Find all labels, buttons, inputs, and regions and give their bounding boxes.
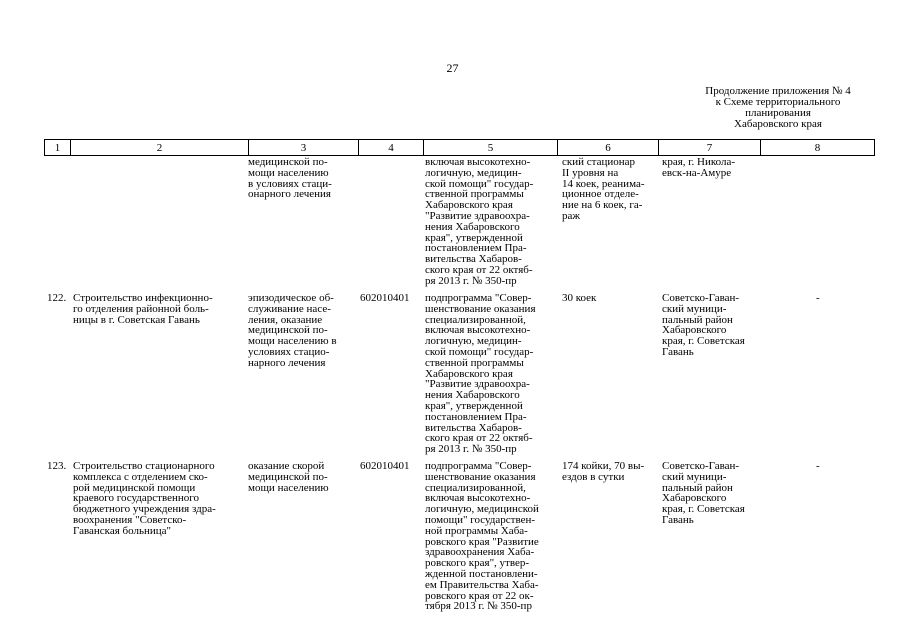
object-name: Строительство стационарного комплекса с отделением ско- рой медицинской помощи краевого государственного бюджетного учреждения здра- воохранения "Советско- Гаванская больница" [73, 460, 216, 537]
object-capacity: 30 коек [562, 292, 597, 304]
page-number: 27 [446, 61, 459, 75]
column-number-header [44, 139, 875, 156]
appendix-note-line: планирования [745, 107, 811, 119]
appendix-note-line: Продолжение приложения № 4 [705, 85, 851, 97]
continuation-program: включая высокотехно- логичную, медицин- ской помощи" государ- ственной программы Хабаровского края "Развитие здравоохра- нения Хабаровского края", утвержденной постановлением Пра- вительства Хабаров- ского края от 22 октяб- ря 2013 г. № 350-пр [425, 156, 534, 287]
row-number: 122. [47, 292, 67, 304]
object-name: Строительство инфекционно- го отделения районной боль- ницы в г. Советская Гавань [73, 292, 213, 326]
object-note: - [816, 292, 820, 304]
continuation-purpose: медицинской по- мощи населению в условиях стаци- онарного лечения [248, 156, 332, 201]
column-number: 8 [761, 140, 875, 156]
appendix-note [688, 86, 868, 130]
object-purpose: оказание скорой медицинской по- мощи населению [248, 460, 329, 494]
column-number: 4 [359, 140, 424, 156]
object-location: Советско-Гаван- ский муници- пальный район Хабаровского края, г. Советская Гавань [662, 292, 745, 358]
row-number: 123. [47, 460, 67, 472]
column-number: 7 [659, 140, 761, 156]
appendix-note-line: к Схеме территориального [715, 96, 841, 108]
object-program: подпрограмма "Совер- шенствование оказания специализированной, включая высокотехно- логичную, медицинской помощи" государствен- ной программы Хаба- ровского края "Развитие здравоохранения Хаба- ровского края", утвер- жденной постановлени- ем Правительства Хаба- ровского края от 22 ок- тября 2013 г. № 350-пр [425, 460, 539, 613]
object-code: 602010401 [360, 460, 410, 472]
column-number: 1 [45, 140, 71, 156]
continuation-capacity: ский стационар II уровня на 14 коек, реанима- ционное отделе- ние на 6 коек, га- раж [562, 156, 645, 222]
object-note: - [816, 460, 820, 472]
object-purpose: эпизодическое об- служивание насе- ления, оказание медицинской по- мощи населению в условиях стацио- нарного лечения [248, 292, 337, 369]
column-number: 5 [424, 140, 558, 156]
object-capacity: 174 койки, 70 вы- ездов в сутки [562, 460, 645, 483]
object-location: Советско-Гаван- ский муници- пальный район Хабаровского края, г. Советская Гавань [662, 460, 745, 526]
appendix-note-line: Хабаровского края [734, 118, 822, 130]
column-number: 3 [249, 140, 359, 156]
column-number: 2 [71, 140, 249, 156]
object-program: подпрограмма "Совер- шенствование оказания специализированной, включая высокотехно- логичную, медицин- ской помощи" государ- ственной программы Хабаровского края "Развитие здравоохра- нения Хабаровского края", утвержденной постановлением Пра- вительства Хабаров- ского края от 22 октяб- ря 2013 г. № 350-пр [425, 292, 536, 456]
column-number: 6 [558, 140, 659, 156]
continuation-location: края, г. Никола- евск-на-Амуре [662, 156, 736, 179]
object-code: 602010401 [360, 292, 410, 304]
